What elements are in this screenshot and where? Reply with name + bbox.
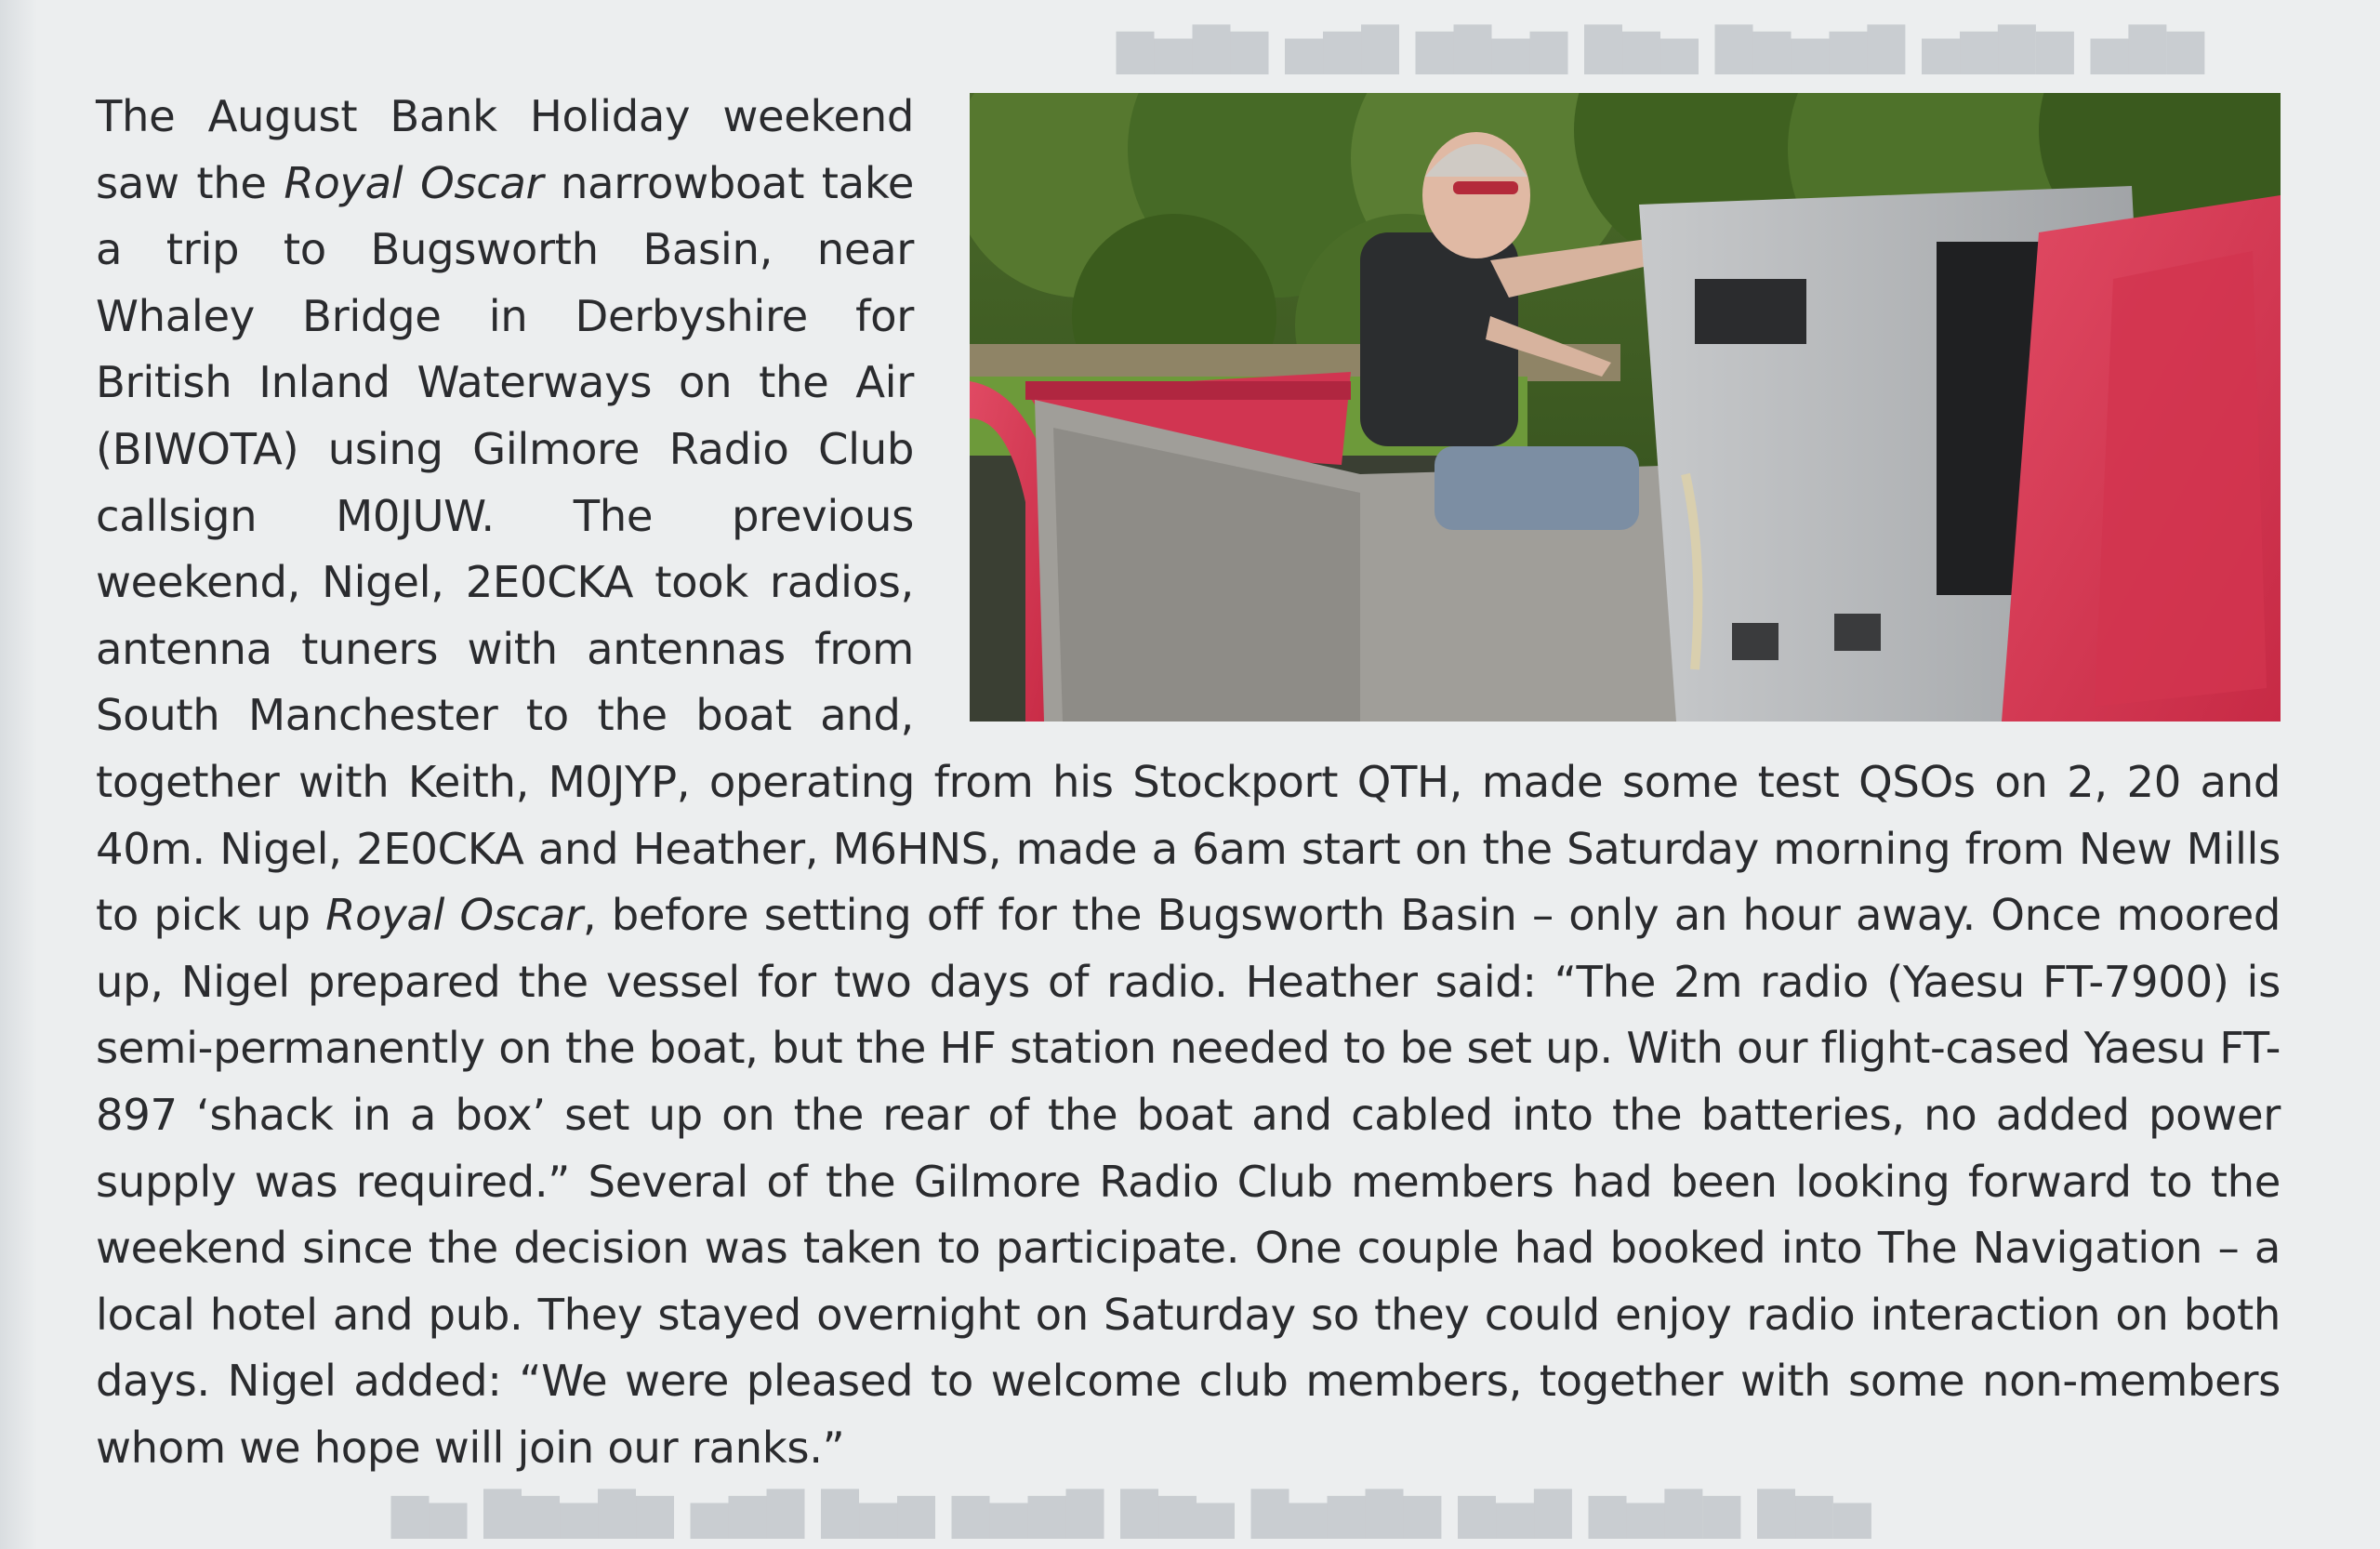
article-text-part-2: narrowboat take a trip to Bugsworth Basin, near Whaley Bridge in Derbyshire for British Inland Waterways on the Air (BIWOTA) using Gilmore Radio Club callsign M0JUW. The previous weekend, Nigel, 2E0CKA took radios, antenna tuners with antennas from South Manchester to the boat and, together with Keith, M0JYP, operating from his Stockport QTH, made some test QSOs on 2, 20 and 40m. Nigel, 2E0CKA and Heather, M6HNS, made a 6am start on the Saturday morning from New Mills to pick up [96,157,2281,941]
page-gutter-shadow [0,0,37,1549]
bleed-through-texture: ▆▇▅ ▆▇▆▅ ▇▆▅▆▇ ▅▆▇ ▆▅▇▆ ▇▆▅ ▆▇▅▆ [1116,19,2204,74]
boat-name: Royal Oscar [284,157,544,208]
article-photo [970,93,2281,722]
article-text-part-3: , before setting off for the Bugsworth Basin – only an hour away. Once moored up, Nigel prepared the vessel for two days of radio. Heather said: “The 2m radio (Yaesu FT-7900) is semi-permanently on the boat, but the HF station needed to be set up. With our flight-cased Yaesu FT-897 ‘shack in a box’ set up on the rear of the boat and cabled into the batteries, no added power supply was required.” Several of the Gilmore Radio Club members had been looking forward to the weekend since the decision was taken to participate. One couple had booked into The Navigation – a local hotel and pub. They stayed overnight on Saturday so they could enjoy radio interaction on both days. Nigel added: “We were pleased to welcome club members, together with some non-members whom we hope will join our ranks.” [96,890,2281,1473]
article-body [96,84,2281,1534]
bleed-through-texture: ▅▆▇ ▆▇▅▆ ▇▅▆ ▆▇▆▅▇ ▅▆▇ ▇▆▅▆ ▆▅▇ ▇▆▅ ▆▇▅▆▇ ▅▆ [390,1483,1871,1539]
boat-name: Royal Oscar [325,890,583,941]
narrowboat-photo [970,93,2281,722]
article-text-part-1: The August Bank Holiday weekend saw the [96,91,914,208]
